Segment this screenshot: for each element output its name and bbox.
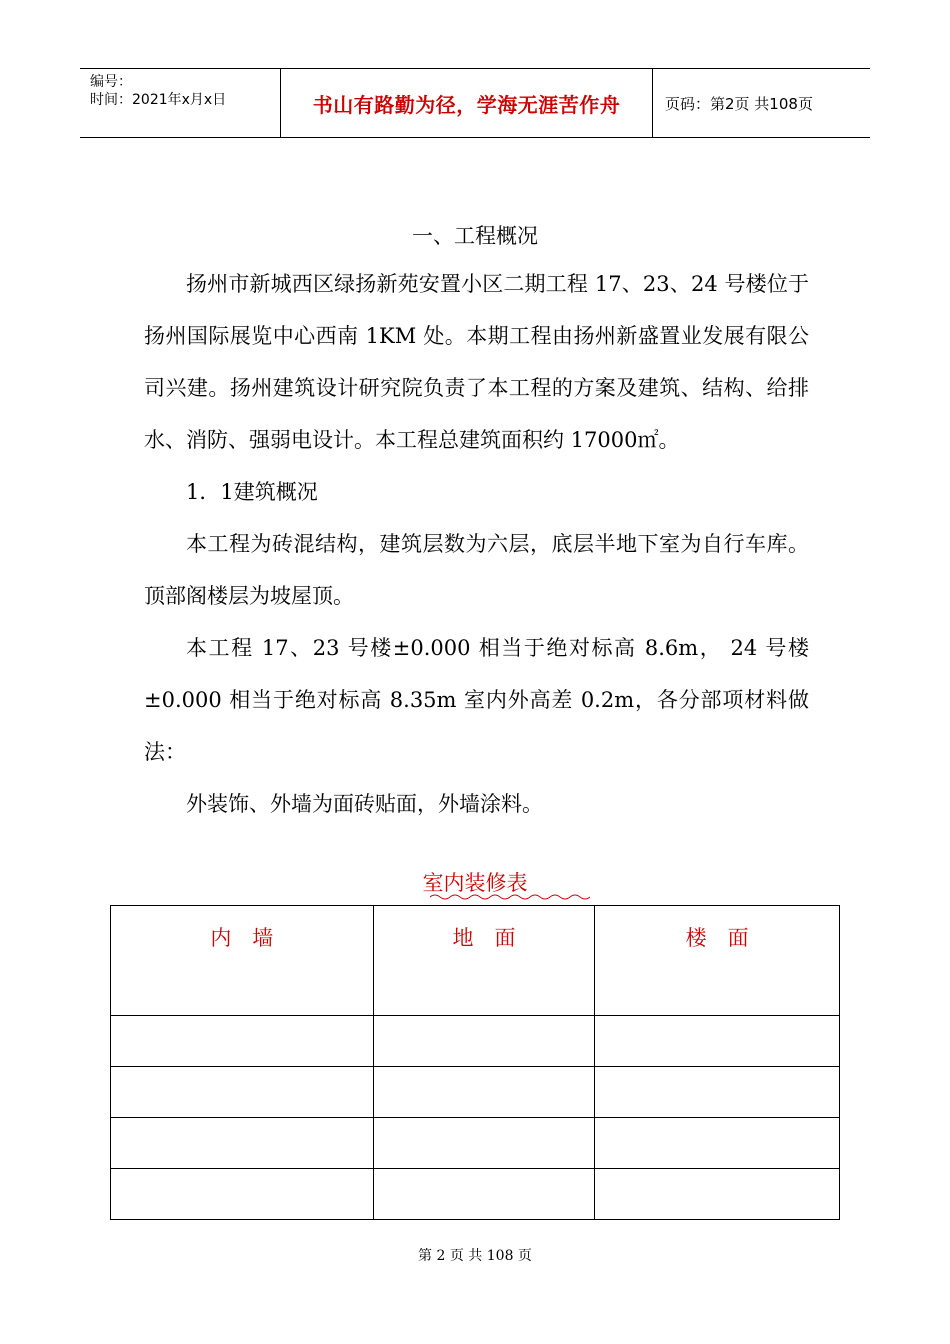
header-inner-wall: 内 墙 [111, 906, 374, 1016]
header-upper-floor: 楼 面 [595, 906, 840, 1016]
table-row [111, 1016, 840, 1067]
header-time: 时间：2021年x月x日 [90, 92, 227, 108]
table-title: 室内装修表 [422, 871, 528, 895]
table-cell [111, 1016, 374, 1067]
table-cell [595, 1118, 840, 1169]
page-footer: 第 2 页 共 108 页 [418, 1248, 532, 1264]
header-meta [80, 69, 281, 137]
table-cell [111, 1169, 374, 1220]
paragraph-elevation: 本工程 17、23 号楼±0.000 相当于绝对标高 8.6m， 24 号楼±0.000 相当于绝对标高 8.35m 室内外高差 0.2m，各分部项材料做法： [144, 636, 809, 764]
table-cell [595, 1016, 840, 1067]
paragraph-overview: 扬州市新城西区绿扬新苑安置小区二期工程 17、23、24 号楼位于扬州国际展览中心西南 1KM 处。本期工程由扬州新盛置业发展有限公司兴建。扬州建筑设计研究院负责了本工程的方案及建筑、结构、给排水、消防、强弱电设计。本工程总建筑面积约 17000㎡。 [144, 272, 809, 452]
table-cell [373, 1169, 595, 1220]
table-cell [111, 1118, 374, 1169]
table-row [111, 1169, 840, 1220]
table-cell [595, 1169, 840, 1220]
document-header [80, 68, 870, 138]
spellcheck-underline [430, 893, 590, 901]
table-cell [373, 1016, 595, 1067]
table-header-row [111, 906, 840, 1016]
table-cell [373, 1067, 595, 1118]
table-row [111, 1118, 840, 1169]
table-cell [111, 1067, 374, 1118]
header-number: 编号： [90, 74, 132, 90]
table-cell [373, 1118, 595, 1169]
table-cell [595, 1067, 840, 1118]
table-row [111, 1067, 840, 1118]
header-motto: 书山有路勤为径，学海无涯苦作舟 [281, 69, 653, 137]
paragraph-structure: 本工程为砖混结构，建筑层数为六层，底层半地下室为自行车库。顶部阁楼层为坡屋顶。 [144, 532, 809, 608]
interior-decoration-table [110, 905, 840, 1220]
paragraph-exterior: 外装饰、外墙为面砖贴面，外墙涂料。 [186, 792, 543, 816]
section-title: 一、工程概况 [412, 224, 538, 248]
header-page-info: 页码：第2页 共108页 [665, 94, 813, 113]
header-ground-floor: 地 面 [373, 906, 595, 1016]
subsection-title: 1．1建筑概况 [186, 480, 318, 504]
